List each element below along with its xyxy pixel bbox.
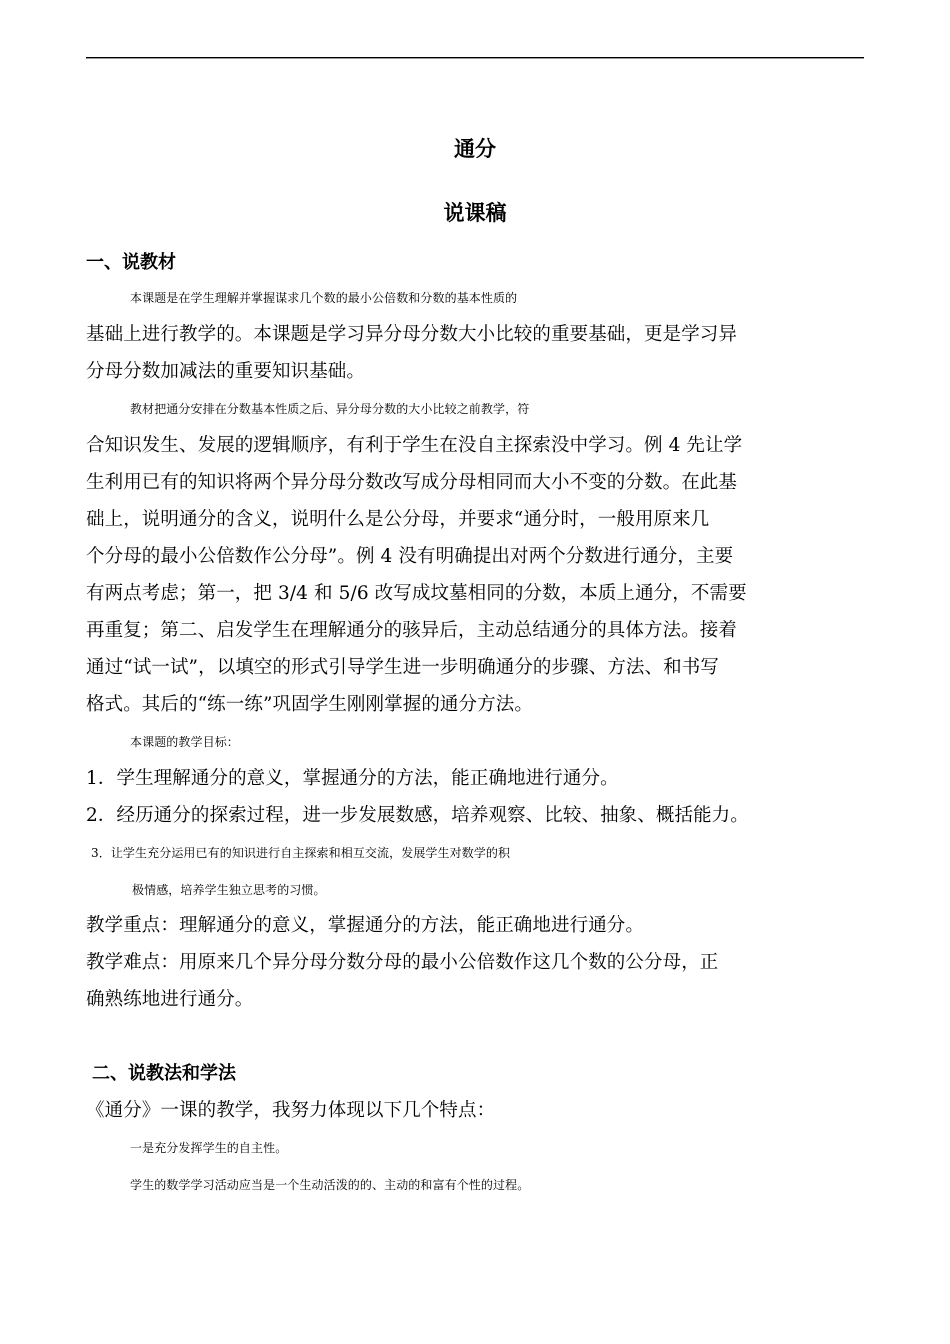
objective-item-3-continued: 极情感，培养学生独立思考的习惯。: [132, 883, 326, 897]
objectives-label: 本课题的教学目标：: [130, 735, 239, 749]
paragraph-line: 格式。其后的“练一练”巩固学生刚刚掌握的通分方法。: [86, 694, 533, 715]
teaching-difficulty: 教学难点：用原来几个异分母分数分母的最小公倍数作这几个数的公分母，正: [86, 952, 719, 973]
teaching-focus: 教学重点：理解通分的意义，掌握通分的方法，能正确地进行通分。: [86, 915, 645, 936]
paragraph-line: 有两点考虑；第一，把 3/4 和 5/6 改写成坟墓相同的分数，本质上通分，不需要: [86, 583, 747, 604]
objective-item-2: 2．经历通分的探索过程，进一步发展数感，培养观察、比较、抽象、概括能力。: [86, 805, 749, 826]
paragraph-line: 教材把通分安排在分数基本性质之后、异分母分数的大小比较之前教学，符: [130, 402, 530, 416]
paragraph-line: 础上，说明通分的含义，说明什么是公分母，并要求“通分时，一般用原来几: [86, 509, 710, 530]
teaching-difficulty-continued: 确熟练地进行通分。: [86, 989, 254, 1010]
section1-heading: 一、说教材: [86, 252, 176, 273]
section2-heading: 二、说教法和学法: [92, 1063, 236, 1084]
paragraph-line: 合知识发生、发展的逻辑顺序，有利于学生在没自主探索没中学习。例 4 先让学: [86, 435, 743, 456]
paragraph-line: 通过“试一试”，以填空的形式引导学生进一步明确通分的步骤、方法、和书写: [86, 657, 719, 678]
document-subtitle: 说课稿: [443, 201, 507, 225]
paragraph-line: 个分母的最小公倍数作公分母”。例 4 没有明确提出对两个分数进行通分，主要: [86, 546, 734, 567]
paragraph-line: 再重复；第二、启发学生在理解通分的骇异后，主动总结通分的具体方法。接着: [86, 620, 738, 641]
paragraph-line: 分母分数加减法的重要知识基础。: [86, 361, 366, 382]
paragraph-line: 基础上进行教学的。本课题是学习异分母分数大小比较的重要基础，更是学习异: [86, 324, 738, 345]
paragraph-line: 一是充分发挥学生的自主性。: [130, 1141, 288, 1155]
objective-item-1: 1．学生理解通分的意义，掌握通分的方法，能正确地进行通分。: [86, 768, 619, 789]
header-rule: [86, 57, 864, 59]
document-title: 通分: [454, 137, 496, 161]
objective-item-3: 3．让学生充分运用已有的知识进行自主探索和相互交流，发展学生对数学的积: [91, 846, 511, 860]
paragraph-line: 生利用已有的知识将两个异分母分数改写成分母相同而大小不变的分数。在此基: [86, 472, 738, 493]
paragraph-line: 《通分》一课的教学，我努力体现以下几个特点：: [86, 1100, 496, 1121]
paragraph-line: 本课题是在学生理解并掌握谋求几个数的最小公倍数和分数的基本性质的: [130, 291, 518, 305]
paragraph-line: 学生的数学学习活动应当是一个生动活泼的的、主动的和富有个性的过程。: [130, 1178, 530, 1192]
